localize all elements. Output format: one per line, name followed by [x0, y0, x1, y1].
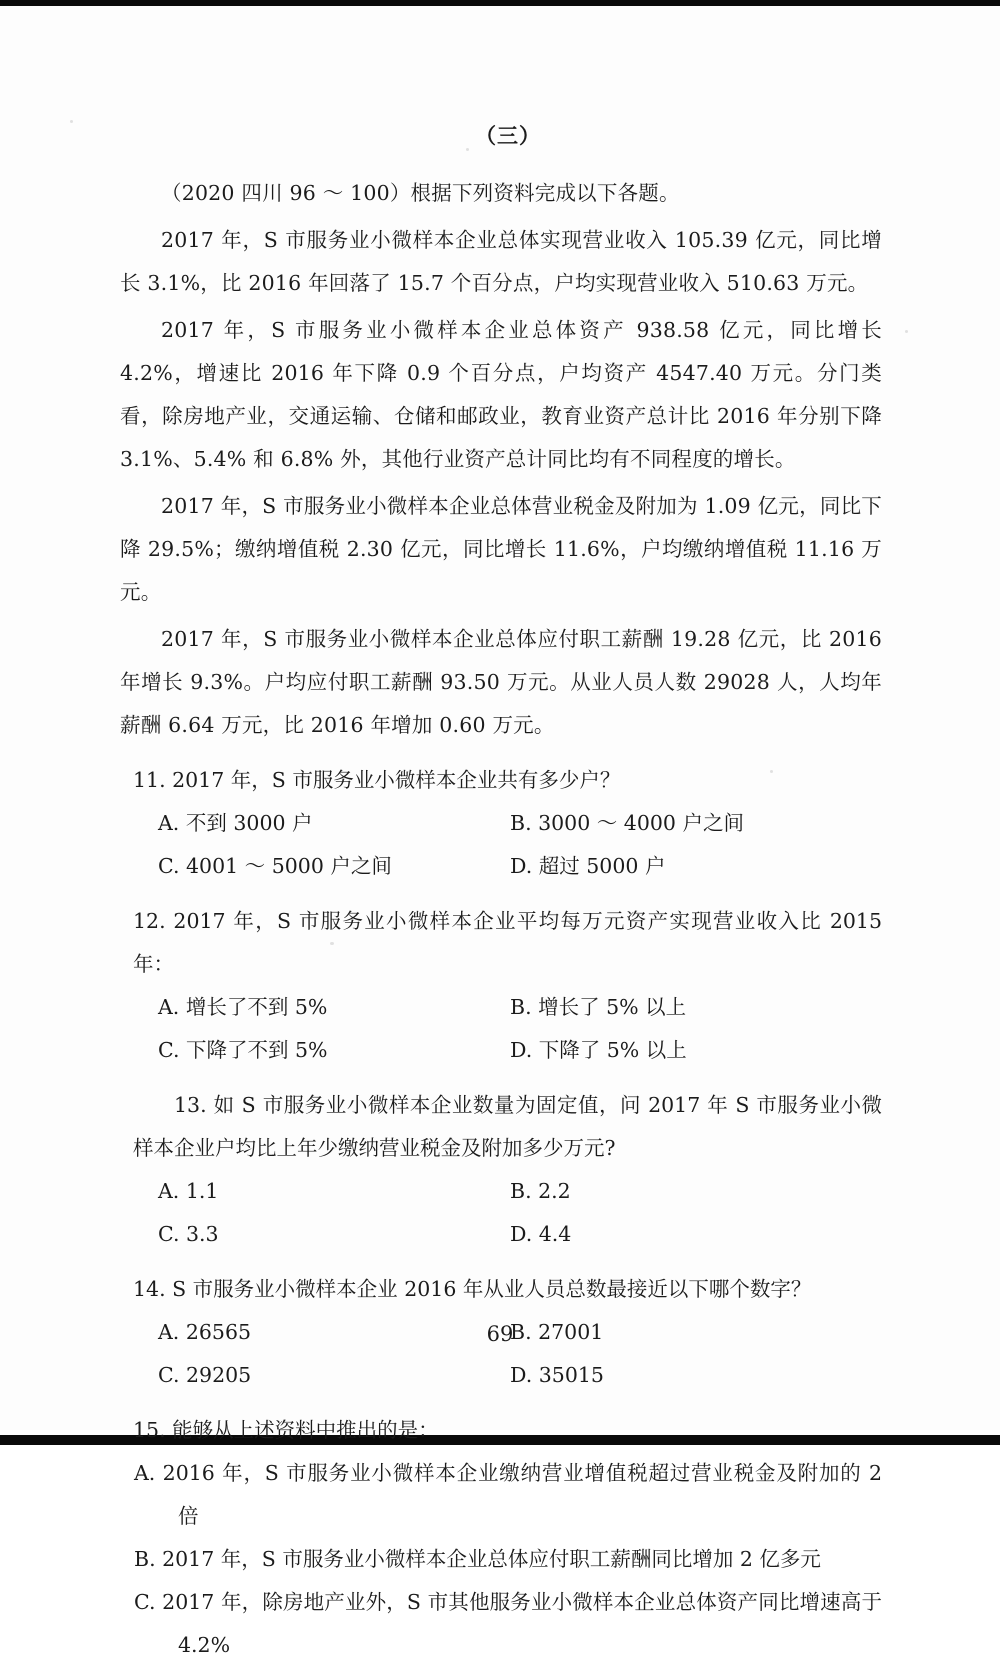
passage-paragraph: 2017 年，S 市服务业小微样本企业总体资产 938.58 亿元，同比增长 4.2%，增速比 2016 年下降 0.9 个百分点，户均资产 4547.40 万元。分门类看，除房地产业，交通运输、仓储和邮政业，教育业资产总计比 2016 年分别下降 3.1%、5.4% 和 6.8% 外，其他行业资产总计同比均有不同程度的增长。 [120, 318, 882, 471]
option-13-a[interactable]: A. 1.1 [158, 1179, 219, 1203]
options-stack-15 [134, 1452, 882, 1667]
section-title: （三） [475, 123, 541, 148]
option-13-c[interactable]: C. 3.3 [158, 1222, 219, 1246]
option-14-a[interactable]: A. 26565 [158, 1320, 252, 1344]
option-12-d[interactable]: D. 下降了 5% 以上 [510, 1038, 687, 1062]
question-stem-13: 13. 如 S 市服务业小微样本企业数量为固定值，问 2017 年 S 市服务业小微样本企业户均比上年少缴纳营业税金及附加多少万元? [133, 1093, 882, 1160]
scan-speck [905, 330, 908, 333]
page-number: 69 [486, 1322, 514, 1346]
question-block-15 [120, 1409, 882, 1667]
question-stem-11: 11. 2017 年，S 市服务业小微样本企业共有多少户？ [133, 768, 621, 792]
question-stem-12: 12. 2017 年，S 市服务业小微样本企业平均每万元资产实现营业收入比 2015 年： [133, 909, 882, 976]
option-11-d[interactable]: D. 超过 5000 户 [510, 854, 666, 878]
source-line: （2020 四川 96 ～ 100）根据下列资料完成以下各题。 [161, 181, 680, 205]
option-15-b[interactable]: B. 2017 年，S 市服务业小微样本企业总体应付职工薪酬同比增加 2 亿多元 [134, 1547, 821, 1571]
question-block-13 [120, 1084, 882, 1256]
question-stem-14: 14. S 市服务业小微样本企业 2016 年从业人员总数最接近以下哪个数字？ [133, 1277, 812, 1301]
option-12-c[interactable]: C. 下降了不到 5% [158, 1038, 328, 1062]
option-12-a[interactable]: A. 增长了不到 5% [158, 995, 328, 1019]
option-11-b[interactable]: B. 3000 ～ 4000 户之间 [510, 811, 744, 835]
option-11-a[interactable]: A. 不到 3000 户 [158, 811, 313, 835]
options-grid-13 [158, 1170, 882, 1256]
question-block-11 [120, 759, 882, 888]
option-12-b[interactable]: B. 增长了 5% 以上 [510, 995, 687, 1019]
passage-paragraph: 2017 年，S 市服务业小微样本企业总体应付职工薪酬 19.28 亿元，比 2016 年增长 9.3%。户均应付职工薪酬 93.50 万元。从业人员人数 29028 人，人均年薪酬 6.64 万元，比 2016 年增加 0.60 万元。 [120, 627, 882, 737]
scan-speck [70, 120, 73, 123]
options-grid-12 [158, 986, 882, 1072]
option-14-d[interactable]: D. 35015 [510, 1363, 604, 1387]
option-11-c[interactable]: C. 4001 ～ 5000 户之间 [158, 854, 392, 878]
option-14-b[interactable]: B. 27001 [510, 1320, 604, 1344]
scan-edge-top-artifact [0, 0, 1000, 6]
question-stem-15: 15. 能够从上述资料中推出的是： [133, 1418, 439, 1442]
options-grid-11 [158, 802, 882, 888]
passage-paragraph: 2017 年，S 市服务业小微样本企业总体实现营业收入 105.39 亿元，同比增长 3.1%，比 2016 年回落了 15.7 个百分点，户均实现营业收入 510.63 万元。 [120, 228, 882, 295]
option-15-c[interactable]: C. 2017 年，除房地产业外，S 市其他服务业小微样本企业总体资产同比增速高于 4.2% [134, 1590, 882, 1657]
option-14-c[interactable]: C. 29205 [158, 1363, 252, 1387]
option-15-a[interactable]: A. 2016 年，S 市服务业小微样本企业缴纳营业增值税超过营业税金及附加的 2 倍 [134, 1461, 882, 1528]
passage-paragraph: 2017 年，S 市服务业小微样本企业总体营业税金及附加为 1.09 亿元，同比下降 29.5%；缴纳增值税 2.30 亿元，同比增长 11.6%，户均缴纳增值税 11.16 万元。 [120, 494, 882, 604]
page-content [120, 120, 882, 1667]
question-block-12 [120, 900, 882, 1072]
option-13-d[interactable]: D. 4.4 [510, 1222, 572, 1246]
option-13-b[interactable]: B. 2.2 [510, 1179, 571, 1203]
